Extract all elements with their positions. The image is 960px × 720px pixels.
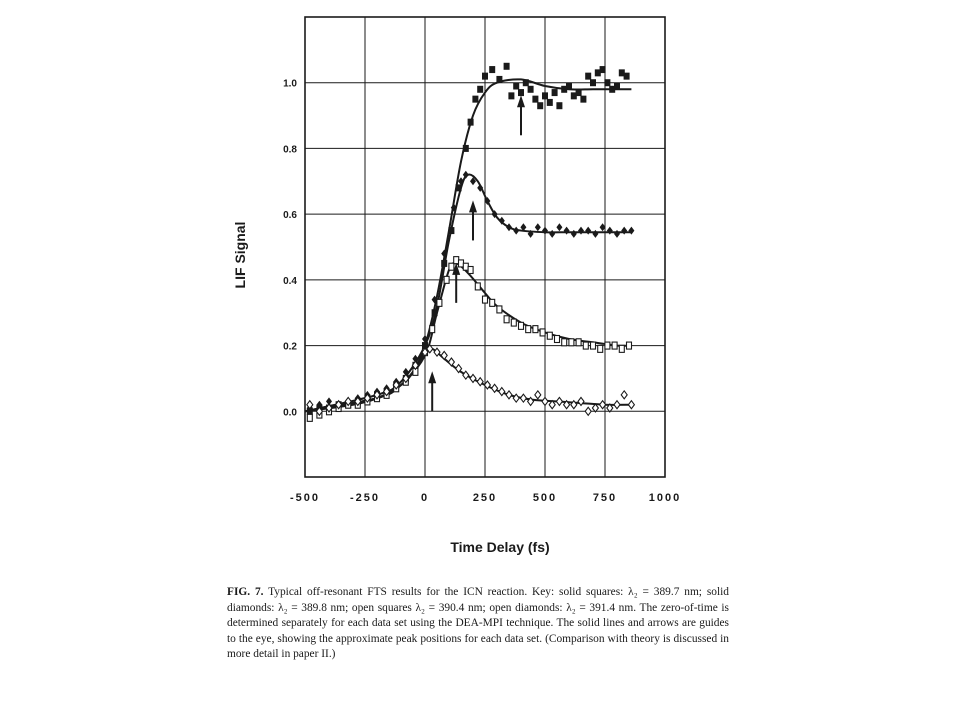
data-point (583, 342, 588, 349)
data-point (472, 96, 478, 103)
data-point (437, 299, 442, 306)
data-point (506, 391, 512, 399)
data-point (477, 86, 483, 93)
data-point (499, 388, 505, 396)
data-point (600, 66, 606, 73)
data-point (535, 391, 541, 399)
data-point (549, 230, 555, 238)
data-point (518, 89, 524, 96)
data-point (483, 296, 488, 303)
y-tick-labels (283, 79, 297, 419)
y-axis-label: LIF Signal (232, 221, 248, 289)
peak-arrow (469, 200, 477, 240)
y-tick-label: 0.4 (283, 275, 297, 287)
data-point (456, 184, 462, 191)
x-tick-label: -500 (289, 492, 321, 504)
data-point (604, 79, 610, 86)
data-point (547, 99, 553, 106)
peak-arrow (428, 371, 436, 411)
peak-arrow (517, 95, 525, 135)
data-point (598, 345, 603, 352)
data-point (621, 391, 627, 399)
y-tick-label: 1.0 (283, 78, 297, 90)
data-point (619, 345, 624, 352)
x-tick-label: 250 (472, 492, 498, 504)
caption-label: FIG. 7. (227, 586, 264, 598)
data-point (504, 63, 510, 70)
x-tick-label: 0 (420, 492, 430, 504)
data-point (497, 306, 502, 313)
data-point (585, 407, 591, 415)
data-point (564, 227, 570, 235)
data-point (448, 358, 454, 366)
data-point (441, 260, 447, 267)
x-tick-label: 750 (592, 492, 618, 504)
data-point (556, 102, 562, 109)
fit-line (305, 263, 631, 411)
data-point (614, 401, 620, 409)
data-point (547, 332, 552, 339)
data-point (496, 76, 502, 83)
data-point (475, 283, 480, 290)
x-axis-label: Time Delay (fs) (450, 539, 550, 555)
figure-caption (227, 585, 729, 663)
data-point (576, 339, 581, 346)
data-point (562, 339, 567, 346)
data-point (591, 342, 596, 349)
data-point (470, 374, 476, 382)
data-point (513, 83, 519, 90)
data-point (580, 96, 586, 103)
data-point (511, 319, 516, 326)
data-point (592, 230, 598, 238)
y-tick-label: 0.8 (283, 144, 297, 156)
data-point (571, 230, 577, 238)
fit-line (305, 79, 631, 411)
data-points (307, 63, 635, 422)
data-point (519, 322, 524, 329)
data-point (520, 394, 526, 402)
data-point (463, 145, 469, 152)
data-point (578, 397, 584, 405)
data-point (513, 227, 519, 235)
data-point (552, 89, 558, 96)
data-point (463, 263, 468, 270)
data-point (628, 401, 634, 409)
y-tick-label: 0.0 (283, 407, 297, 419)
data-point (537, 102, 543, 109)
data-point (556, 397, 562, 405)
data-point (504, 316, 509, 323)
data-point (482, 73, 488, 80)
x-tick-labels (290, 492, 681, 504)
data-point (448, 227, 454, 234)
data-point (528, 86, 534, 93)
data-point (535, 223, 541, 231)
data-point (532, 96, 538, 103)
data-point (490, 299, 495, 306)
data-point (444, 276, 449, 283)
data-point (556, 223, 562, 231)
x-tick-label: -250 (349, 492, 381, 504)
x-tick-label: 1000 (648, 492, 682, 504)
data-point (533, 326, 538, 333)
data-point (542, 397, 548, 405)
data-point (555, 336, 560, 343)
data-point (605, 342, 610, 349)
data-point (449, 263, 454, 270)
data-point (526, 326, 531, 333)
data-point (612, 342, 617, 349)
data-point (607, 227, 613, 235)
data-point (628, 227, 634, 235)
data-point (430, 326, 435, 333)
caption-text: Typical off-resonant FTS results for the ICN reaction. Key: solid squares: λ₂ = 389.7 nm; solid diamonds: λ₂ = 389.8 nm; open squares λ₂ = 390.4 nm; open diamonds: λ₂ = 391.4 nm. The zero-of-time is determined separately for each data set using the DEA-MPI technique. The solid lines and arrows are guides to the eye, showing the approximate peak positions for each data set. (Comparison with theory is discussed in more detail in paper II.) (227, 586, 729, 660)
data-point (621, 227, 627, 235)
data-point (307, 414, 312, 421)
data-point (523, 79, 529, 86)
fit-lines (305, 79, 631, 411)
data-point (576, 89, 582, 96)
y-tick-label: 0.6 (283, 210, 297, 222)
data-point (432, 309, 438, 316)
data-point (508, 92, 514, 99)
data-point (506, 223, 512, 231)
data-point (627, 342, 632, 349)
data-point (566, 83, 572, 90)
data-point (468, 267, 473, 274)
data-point (463, 371, 469, 379)
data-point (590, 79, 596, 86)
data-point (585, 227, 591, 235)
x-tick-label: 500 (532, 492, 558, 504)
data-point (468, 119, 474, 126)
data-point (614, 230, 620, 238)
data-point (578, 227, 584, 235)
data-point (624, 73, 630, 80)
data-point (540, 329, 545, 336)
data-point (489, 66, 495, 73)
data-point (542, 92, 548, 99)
data-point (585, 73, 591, 80)
data-point (569, 339, 574, 346)
data-point (614, 83, 620, 90)
data-point (542, 227, 548, 235)
y-tick-label: 0.2 (283, 341, 297, 353)
